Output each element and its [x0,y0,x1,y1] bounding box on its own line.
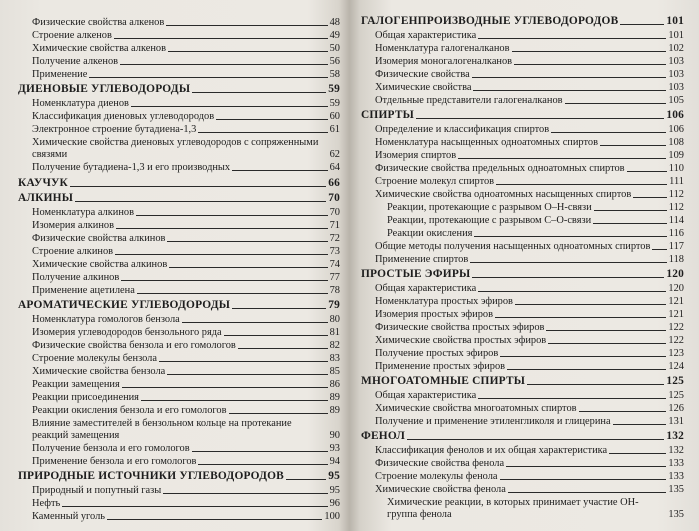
toc-entry-page: 101 [666,15,684,27]
toc-entry [14,111,340,122]
toc-entry [357,322,684,333]
toc-entry-page: 79 [328,299,340,311]
toc-entry [14,418,340,441]
toc-dot-leader [472,77,667,78]
toc-entry-page: 126 [668,403,684,414]
toc-section-title: ГАЛОГЕНПРОИЗВОДНЫЕ УГЛЕВОДОРОДОВ [361,15,619,27]
toc-entry-title: Общая характеристика [375,30,477,41]
toc-entry-title: Строение молекул спиртов [375,176,495,187]
toc-dot-leader [159,361,328,362]
toc-dot-leader [136,215,328,216]
toc-dot-leader [232,170,328,171]
toc-entry-title: Изомерия простых эфиров [375,309,493,320]
toc-dot-leader [120,64,328,65]
toc-entry-page: 125 [666,375,684,387]
toc-section [14,193,340,204]
toc-entry-page: 72 [329,233,340,244]
toc-dot-leader [478,398,666,399]
toc-entry [357,43,684,54]
toc-entry [14,511,340,522]
toc-dot-leader [508,492,667,493]
toc-entry-page: 108 [668,137,684,148]
toc-entry-title: Получение алкинов [32,272,120,283]
toc-entry-page: 95 [328,470,340,482]
toc-entry-title: Применение ацетилена [32,285,135,296]
toc-entry-title: Изомерия спиртов [375,150,457,161]
toc-entry-title: Отдельные представители галогеналканов [375,95,563,106]
toc-entry-page: 122 [668,322,684,333]
toc-entry [357,458,684,469]
toc-dot-leader [407,439,664,440]
toc-entry-title: Реакции, протекающие с разрывом С–О-связи [387,215,592,226]
toc-dot-leader [652,249,666,250]
toc-entry [357,137,684,148]
toc-entry-title: Классификация диеновых углеводородов [32,111,215,122]
toc-entry-page: 103 [668,69,684,80]
toc-entry-page: 81 [329,327,340,338]
toc-entry [14,327,340,338]
toc-dot-leader [633,197,667,198]
toc-entry [14,485,340,496]
toc-entry [357,69,684,80]
toc-entry [14,56,340,67]
toc-entry [357,309,684,320]
toc-entry-page: 121 [668,296,684,307]
toc-entry-page: 132 [668,445,684,456]
toc-entry-page: 95 [329,485,340,496]
toc-entry [357,390,684,401]
toc-dot-leader [167,374,327,375]
toc-dot-leader [182,322,328,323]
toc-section-title: МНОГОАТОМНЫЕ СПИРТЫ [361,375,526,387]
toc-entry [357,484,684,495]
toc-entry-page: 122 [668,335,684,346]
toc-entry-title: Реакции замещения [32,379,120,390]
toc-entry [357,163,684,174]
toc-entry-title: Общие методы получения насыщенных одноатомных спиртов [375,241,651,252]
toc-section [357,110,684,121]
toc-dot-leader [609,453,666,454]
toc-entry-page: 131 [668,416,684,427]
toc-dot-leader [478,38,666,39]
toc-entry [14,259,340,270]
toc-dot-leader [107,519,322,520]
toc-subentry [357,497,684,520]
toc-entry-title: Физические свойства простых эфиров [375,322,545,333]
toc-entry-title: Физические свойства бензола и его гомологов [32,340,236,351]
toc-entry [14,443,340,454]
toc-entry-title: Строение алкенов [32,30,112,41]
toc-entry [357,445,684,456]
toc-entry-title: Изомерия углеводородов бензольного ряда [32,327,222,338]
toc-entry-page: 135 [668,509,684,520]
toc-entry-title: Применение [32,69,88,80]
toc-dot-leader [472,277,664,278]
toc-entry-page: 125 [668,390,684,401]
toc-entry-title: Строение алкинов [32,246,114,257]
toc-dot-leader [70,186,326,187]
toc-entry-title: Общая характеристика [375,283,477,294]
toc-dot-leader [600,145,666,146]
toc-dot-leader [137,293,328,294]
toc-entry-page: 109 [668,150,684,161]
toc-entry-page: 114 [668,215,684,226]
toc-entry-page: 133 [668,471,684,482]
toc-subentry [357,228,684,239]
toc-entry-page: 132 [666,430,684,442]
toc-dot-leader [114,38,328,39]
toc-entry-page: 101 [668,30,684,41]
toc-entry-page: 96 [329,498,340,509]
toc-entry-page: 48 [329,17,340,28]
toc-entry-page: 82 [329,340,340,351]
toc-dot-leader [169,267,327,268]
toc-entry-page: 112 [668,202,684,213]
toc-entry [14,207,340,218]
toc-section-title: ПРОСТЫЕ ЭФИРЫ [361,268,471,280]
toc-dot-leader [515,304,666,305]
toc-entry [357,30,684,41]
toc-entry-page: 100 [324,511,340,522]
toc-entry [14,340,340,351]
toc-dot-leader [495,317,666,318]
toc-entry-title: Применение спиртов [375,254,469,265]
toc-entry-title: Химические свойства диеновых углеводородов с сопряженными связями [32,137,319,160]
toc-dot-leader [238,348,328,349]
toc-entry [357,82,684,93]
toc-entry [14,456,340,467]
toc-entry-title: Физические свойства предельных одноатомных спиртов [375,163,625,174]
toc-entry-title: Номенклатура гомологов бензола [32,314,180,325]
toc-dot-leader [232,308,326,309]
toc-dot-leader [579,411,667,412]
toc-dot-leader [286,479,326,480]
toc-entry-page: 133 [668,458,684,469]
toc-entry-title: Номенклатура алкинов [32,207,134,218]
toc-entry [357,348,684,359]
toc-dot-leader [594,210,667,211]
toc-dot-leader [473,90,666,91]
toc-entry-page: 70 [328,192,340,204]
toc-dot-leader [593,223,667,224]
toc-entry-title: Реакции окисления бензола и его гомологов [32,405,227,416]
toc-entry-title: Определение и классификация спиртов [375,124,550,135]
toc-section-title: КАУЧУК [18,177,69,189]
toc-entry-page: 70 [329,207,340,218]
toc-entry [14,162,340,173]
toc-entry [357,335,684,346]
toc-entry [357,283,684,294]
toc-section [14,471,340,482]
toc-entry-title: Химические свойства одноатомных насыщенных спиртов [375,189,632,200]
toc-entry-page: 103 [668,56,684,67]
toc-entry-title: Получение бутадиена-1,3 и его производных [32,162,231,173]
toc-entry [357,150,684,161]
toc-entry [357,124,684,135]
toc-entry-page: 62 [329,149,340,160]
toc-entry-title: Реакции присоединения [32,392,139,403]
toc-entry-page: 121 [668,309,684,320]
toc-entry-title: Изомерия моногалогеналканов [375,56,513,67]
toc-entry [14,366,340,377]
toc-entry-title: Номенклатура простых эфиров [375,296,513,307]
toc-entry [14,392,340,403]
toc-dot-leader [507,369,666,370]
toc-entry-page: 106 [666,109,684,121]
toc-entry-title: Химические свойства бензола [32,366,166,377]
toc-dot-leader [512,51,667,52]
toc-entry [14,69,340,80]
toc-entry [357,189,684,200]
toc-dot-leader [458,158,666,159]
toc-dot-leader [166,25,327,26]
toc-dot-leader [613,424,667,425]
toc-entry [357,361,684,372]
toc-dot-leader [546,330,666,331]
toc-entry-title: Строение молекулы фенола [375,471,498,482]
toc-section-title: ПРИРОДНЫЕ ИСТОЧНИКИ УГЛЕВОДОРОДОВ [18,470,284,482]
toc-entry-title: Применение простых эфиров [375,361,506,372]
toc-dot-leader [116,228,328,229]
toc-dot-leader [496,184,667,185]
toc-entry-page: 83 [329,353,340,364]
toc-entry [357,95,684,106]
toc-entry-title: Физические свойства [375,69,470,80]
toc-entry-page: 106 [668,124,684,135]
toc-entry-title: Номенклатура галогеналканов [375,43,510,54]
toc-section [14,300,340,311]
toc-entry-title: Физические свойства алкенов [32,17,165,28]
toc-subentry [357,215,684,226]
toc-entry-page: 89 [329,405,340,416]
toc-dot-leader [506,466,666,467]
toc-section-title: СПИРТЫ [361,109,415,121]
toc-section [14,178,340,189]
toc-entry-page: 124 [668,361,684,372]
toc-entry-page: 61 [329,124,340,135]
toc-entry [357,56,684,67]
toc-dot-leader [514,64,666,65]
toc-entry-title: Физические свойства алкинов [32,233,166,244]
toc-dot-leader [416,118,664,119]
toc-dot-leader [75,201,326,202]
toc-entry-page: 49 [329,30,340,41]
toc-entry [14,220,340,231]
toc-section-title: АРОМАТИЧЕСКИЕ УГЛЕВОДОРОДЫ [18,299,231,311]
toc-section [357,269,684,280]
toc-entry-title: Получение простых эфиров [375,348,499,359]
toc-dot-leader [192,451,328,452]
toc-entry-page: 77 [329,272,340,283]
toc-entry [14,314,340,325]
toc-entry-title: Общая характеристика [375,390,477,401]
toc-entry-page: 110 [668,163,684,174]
toc-entry [14,272,340,283]
toc-entry-page: 111 [669,176,684,187]
toc-entry-page: 90 [329,430,340,441]
toc-entry-title: Химические свойства [375,82,472,93]
toc-dot-leader [565,103,667,104]
toc-entry-page: 80 [329,314,340,325]
toc-dot-leader [198,464,327,465]
toc-entry-page: 85 [329,366,340,377]
toc-entry-page: 50 [329,43,340,54]
toc-entry-title: Природный и попутный газы [32,485,162,496]
toc-entry [14,30,340,41]
toc-dot-leader [627,171,667,172]
toc-entry-page: 71 [329,220,340,231]
toc-entry-page: 64 [329,162,340,173]
toc-section [357,431,684,442]
toc-dot-leader [168,51,328,52]
toc-entry [14,43,340,54]
toc-entry [357,241,684,252]
toc-entry-title: Химические свойства простых эфиров [375,335,547,346]
toc-entry [14,137,340,160]
toc-section [357,16,684,27]
toc-entry-page: 112 [668,189,684,200]
toc-dot-leader [167,241,327,242]
toc-dot-leader [478,291,666,292]
toc-dot-leader [131,106,328,107]
toc-entry [14,353,340,364]
toc-dot-leader [115,254,328,255]
toc-entry-title: Электронное строение бутадиена-1,3 [32,124,197,135]
toc-entry [14,379,340,390]
toc-entry-title: Физические свойства фенола [375,458,505,469]
toc-entry [14,285,340,296]
toc-entry-title: Получение алкенов [32,56,119,67]
toc-entry [357,403,684,414]
toc-entry-page: 102 [668,43,684,54]
toc-entry [14,17,340,28]
toc-dot-leader [163,493,327,494]
toc-entry-title: Химические свойства алкенов [32,43,167,54]
toc-dot-leader [620,24,664,25]
toc-entry [357,416,684,427]
toc-dot-leader [198,132,327,133]
toc-entry-title: Нефть [32,498,61,509]
toc-entry-page: 94 [329,456,340,467]
toc-entry-title: Химические свойства алкинов [32,259,168,270]
toc-entry-title: Химические реакции, в которых принимает участие ОН-группа фенола [387,497,639,520]
toc-dot-leader [216,119,327,120]
toc-entry-page: 58 [329,69,340,80]
toc-entry [14,246,340,257]
right-page [357,0,684,531]
toc-section [357,376,684,387]
toc-entry-page: 78 [329,285,340,296]
toc-entry [357,296,684,307]
toc-entry-page: 120 [666,268,684,280]
toc-entry-page: 118 [668,254,684,265]
toc-entry-page: 60 [329,111,340,122]
toc-entry [14,124,340,135]
toc-entry-page: 120 [668,283,684,294]
toc-entry-title: Применение бензола и его гомологов [32,456,197,467]
toc-section-title: ФЕНОЛ [361,430,406,442]
toc-section [14,84,340,95]
toc-entry [14,233,340,244]
toc-dot-leader [192,92,326,93]
toc-entry-title: Изомерия алкинов [32,220,115,231]
toc-entry-title: Реакции окисления [387,228,473,239]
toc-entry [14,498,340,509]
toc-entry-page: 74 [329,259,340,270]
toc-dot-leader [548,343,666,344]
toc-entry-page: 59 [329,98,340,109]
toc-entry-title: Влияние заместителей в бензольном кольце на протекание реакций замещения [32,418,292,441]
toc-entry-page: 116 [668,228,684,239]
toc-entry-page: 105 [668,95,684,106]
toc-dot-leader [500,356,666,357]
toc-entry-title: Получение и применение этиленгликоля и глицерина [375,416,611,427]
toc-entry-title: Реакции, протекающие с разрывом О–Н-связи [387,202,592,213]
toc-section-title: АЛКИНЫ [18,192,74,204]
toc-entry [357,471,684,482]
toc-entry-title: Строение молекулы бензола [32,353,157,364]
toc-entry-title: Номенклатура насыщенных одноатомных спиртов [375,137,598,148]
toc-entry [14,405,340,416]
toc-entry [357,176,684,187]
toc-dot-leader [470,262,667,263]
toc-subentry [357,202,684,213]
toc-section-title: ДИЕНОВЫЕ УГЛЕВОДОРОДЫ [18,83,191,95]
toc-entry-page: 103 [668,82,684,93]
toc-entry-title: Каменный уголь [32,511,106,522]
left-page [14,0,340,531]
toc-entry [357,254,684,265]
toc-entry [14,98,340,109]
toc-entry-page: 93 [329,443,340,454]
toc-dot-leader [551,132,666,133]
toc-entry-title: Номенклатура диенов [32,98,129,109]
toc-dot-leader [474,236,666,237]
toc-entry-page: 66 [328,177,340,189]
toc-entry-page: 59 [328,83,340,95]
toc-entry-page: 73 [329,246,340,257]
toc-dot-leader [62,506,327,507]
toc-entry-title: Классификация фенолов и их общая характеристика [375,445,608,456]
toc-entry-page: 86 [329,379,340,390]
toc-dot-leader [121,280,327,281]
toc-entry-title: Получение бензола и его гомологов [32,443,190,454]
toc-dot-leader [122,387,328,388]
toc-dot-leader [141,400,328,401]
toc-dot-leader [527,384,664,385]
toc-entry-page: 56 [329,56,340,67]
toc-dot-leader [224,335,328,336]
toc-dot-leader [229,413,328,414]
toc-dot-leader [89,77,327,78]
toc-entry-page: 89 [329,392,340,403]
toc-entry-title: Химические свойства фенола [375,484,506,495]
toc-entry-title: Химические свойства многоатомных спиртов [375,403,577,414]
toc-entry-page: 123 [668,348,684,359]
toc-dot-leader [500,479,667,480]
toc-entry-page: 117 [668,241,684,252]
toc-entry-page: 135 [668,484,684,495]
